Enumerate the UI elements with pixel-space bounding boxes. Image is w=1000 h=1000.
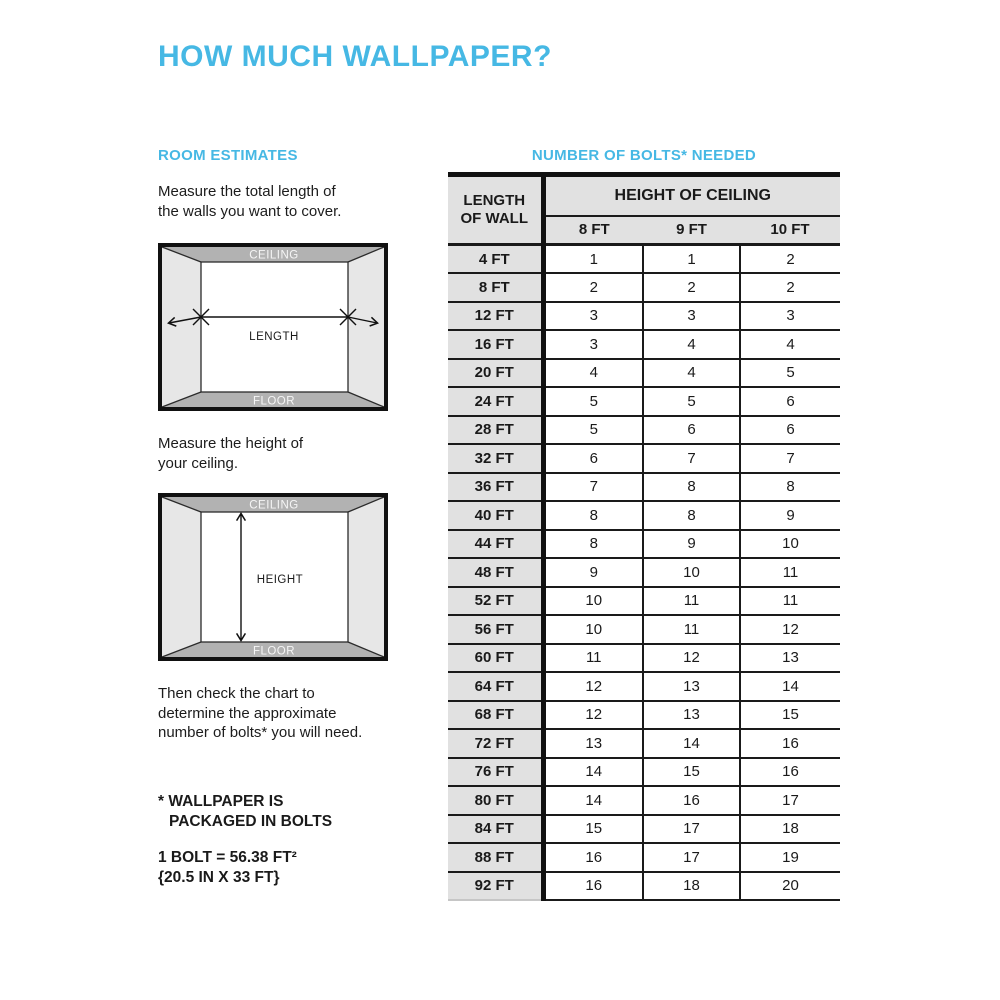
bolt-count-cell: 3: [543, 330, 643, 359]
table-row: [448, 330, 840, 359]
bolt-count-cell: 11: [543, 644, 643, 673]
bolt-count-cell: 1: [643, 245, 740, 274]
table-row: [448, 843, 840, 872]
wall-length-cell: 40 FT: [448, 501, 543, 530]
wall-length-cell: 92 FT: [448, 872, 543, 901]
bolts-needed-heading: NUMBER OF BOLTS* NEEDED: [531, 147, 757, 164]
wall-length-cell: 20 FT: [448, 359, 543, 388]
bolt-count-cell: 16: [740, 758, 840, 787]
bolt-count-cell: 5: [543, 387, 643, 416]
ceiling-height-header: HEIGHT OF CEILING: [543, 175, 840, 216]
wall-length-cell: 80 FT: [448, 786, 543, 815]
bolt-count-cell: 15: [740, 701, 840, 730]
bolt-count-cell: 8: [643, 501, 740, 530]
table-row: [448, 302, 840, 331]
table-row: [448, 387, 840, 416]
wall-length-cell: 64 FT: [448, 672, 543, 701]
bolt-count-cell: 14: [740, 672, 840, 701]
table-row: [448, 615, 840, 644]
wall-header-line2: OF WALL: [460, 210, 528, 227]
wall-length-cell: 28 FT: [448, 416, 543, 445]
bolt-count-cell: 4: [740, 330, 840, 359]
bolts-table: [448, 172, 840, 901]
bolt-count-cell: 12: [643, 644, 740, 673]
table-row: [448, 758, 840, 787]
step3-line1: Then check the chart to: [158, 685, 315, 702]
room-estimates-heading: ROOM ESTIMATES: [158, 147, 298, 164]
bolt-count-cell: 13: [643, 672, 740, 701]
bolt-count-cell: 18: [740, 815, 840, 844]
bolt-count-cell: 12: [543, 701, 643, 730]
bolt-count-cell: 17: [740, 786, 840, 815]
bolt-count-cell: 12: [740, 615, 840, 644]
bolt-count-cell: 3: [543, 302, 643, 331]
wall-header-line1: LENGTH: [463, 192, 526, 209]
step3-line3: number of bolts* you will need.: [158, 724, 363, 741]
bolt-count-cell: 18: [643, 872, 740, 901]
bolt-count-cell: 10: [543, 615, 643, 644]
bolt-count-cell: 11: [643, 615, 740, 644]
bolt-count-cell: 5: [740, 359, 840, 388]
bolt-count-cell: 13: [643, 701, 740, 730]
bolt-count-cell: 4: [643, 359, 740, 388]
bolt-count-cell: 11: [643, 587, 740, 616]
length-label: LENGTH: [249, 331, 299, 343]
step1-line2: the walls you want to cover.: [158, 202, 342, 220]
table-row: [448, 444, 840, 473]
table-row: [448, 587, 840, 616]
bolt-count-cell: 14: [543, 786, 643, 815]
bolt-count-cell: 14: [643, 729, 740, 758]
bolt-count-cell: 15: [643, 758, 740, 787]
bolt-count-cell: 16: [543, 843, 643, 872]
wall-length-cell: 88 FT: [448, 843, 543, 872]
page-title: HOW MUCH WALLPAPER?: [158, 40, 552, 73]
bolt-count-cell: 9: [740, 501, 840, 530]
ceiling-label: CEILING: [249, 249, 299, 262]
table-row: [448, 558, 840, 587]
bolt-count-cell: 16: [740, 729, 840, 758]
bolt-size-info: [158, 848, 297, 888]
step2-line2: your ceiling.: [158, 454, 239, 472]
step2-instruction: [158, 434, 303, 473]
table-row: [448, 245, 840, 274]
bolt-count-cell: 2: [543, 273, 643, 302]
bolt-count-cell: 7: [643, 444, 740, 473]
bolt-count-cell: 9: [543, 558, 643, 587]
bolt-count-cell: 2: [740, 245, 840, 274]
wall-length-cell: 24 FT: [448, 387, 543, 416]
bolt-count-cell: 6: [643, 416, 740, 445]
wall-length-cell: 4 FT: [448, 245, 543, 274]
bolt-count-cell: 8: [543, 530, 643, 559]
step1-instruction: [158, 182, 341, 221]
bolt-count-cell: 17: [643, 843, 740, 872]
wall-length-header: [448, 175, 543, 245]
step1-line1: Measure the total length of: [158, 183, 336, 200]
bolt-count-cell: 6: [740, 387, 840, 416]
wall-length-cell: 8 FT: [448, 273, 543, 302]
bolt-count-cell: 3: [643, 302, 740, 331]
bolt-dimensions: {20.5 IN X 33 FT}: [158, 869, 280, 886]
bolt-count-cell: 10: [643, 558, 740, 587]
bolt-count-cell: 13: [740, 644, 840, 673]
bolt-count-cell: 8: [543, 501, 643, 530]
step3-line2: determine the approximate: [158, 704, 337, 722]
bolt-equation: 1 BOLT = 56.38 FT²: [158, 849, 297, 866]
step2-line1: Measure the height of: [158, 435, 304, 452]
wall-length-cell: 32 FT: [448, 444, 543, 473]
bolt-count-cell: 16: [643, 786, 740, 815]
bolt-count-cell: 10: [543, 587, 643, 616]
table-row: [448, 672, 840, 701]
bolt-count-cell: 7: [740, 444, 840, 473]
table-row: [448, 473, 840, 502]
wall-length-cell: 68 FT: [448, 701, 543, 730]
bolt-count-cell: 9: [643, 530, 740, 559]
wall-length-cell: 12 FT: [448, 302, 543, 331]
bolts-table-body: [448, 245, 840, 901]
bolt-count-cell: 11: [740, 587, 840, 616]
bolt-count-cell: 20: [740, 872, 840, 901]
bolt-count-cell: 6: [740, 416, 840, 445]
ceiling-label: CEILING: [249, 499, 299, 512]
room-length-diagram: [158, 243, 388, 411]
bolt-count-cell: 16: [543, 872, 643, 901]
table-row: [448, 644, 840, 673]
wall-length-cell: 52 FT: [448, 587, 543, 616]
bolt-count-cell: 12: [543, 672, 643, 701]
bolt-count-cell: 1: [543, 245, 643, 274]
bolt-count-cell: 19: [740, 843, 840, 872]
table-row: [448, 530, 840, 559]
bolt-count-cell: 10: [740, 530, 840, 559]
table-row: [448, 786, 840, 815]
wall-length-cell: 84 FT: [448, 815, 543, 844]
footnote-line1: * WALLPAPER IS: [158, 793, 284, 810]
bolt-count-cell: 15: [543, 815, 643, 844]
floor-label: FLOOR: [252, 645, 296, 658]
bolt-count-cell: 13: [543, 729, 643, 758]
table-row: [448, 359, 840, 388]
bolt-count-cell: 4: [643, 330, 740, 359]
wall-length-cell: 56 FT: [448, 615, 543, 644]
subheader-8ft: 8 FT: [543, 216, 643, 245]
table-header-row: [448, 175, 840, 216]
table-row: [448, 701, 840, 730]
wall-length-cell: 72 FT: [448, 729, 543, 758]
step3-instruction: [158, 684, 362, 743]
bolt-count-cell: 17: [643, 815, 740, 844]
bolt-count-cell: 5: [643, 387, 740, 416]
bolt-count-cell: 11: [740, 558, 840, 587]
bolt-count-cell: 7: [543, 473, 643, 502]
wall-length-cell: 36 FT: [448, 473, 543, 502]
table-row: [448, 273, 840, 302]
ceiling-height-diagram: [158, 493, 388, 661]
wall-length-cell: 60 FT: [448, 644, 543, 673]
table-row: [448, 501, 840, 530]
bolt-count-cell: 8: [740, 473, 840, 502]
room-perspective: [162, 247, 384, 407]
wallpaper-footnote: [158, 792, 332, 831]
bolt-count-cell: 8: [643, 473, 740, 502]
subheader-10ft: 10 FT: [740, 216, 840, 245]
subheader-9ft: 9 FT: [643, 216, 740, 245]
footnote-line2: PACKAGED IN BOLTS: [169, 812, 333, 830]
bolt-count-cell: 2: [740, 273, 840, 302]
bolt-count-cell: 14: [543, 758, 643, 787]
wall-length-cell: 16 FT: [448, 330, 543, 359]
table-row: [448, 729, 840, 758]
bolt-count-cell: 6: [543, 444, 643, 473]
height-label: HEIGHT: [256, 574, 304, 586]
table-row: [448, 815, 840, 844]
bolt-count-cell: 4: [543, 359, 643, 388]
wall-length-cell: 76 FT: [448, 758, 543, 787]
wall-length-cell: 48 FT: [448, 558, 543, 587]
bolt-count-cell: 2: [643, 273, 740, 302]
wall-length-cell: 44 FT: [448, 530, 543, 559]
bolt-count-cell: 5: [543, 416, 643, 445]
table-row: [448, 416, 840, 445]
floor-label: FLOOR: [252, 395, 296, 408]
bolt-count-cell: 3: [740, 302, 840, 331]
table-row: [448, 872, 840, 901]
